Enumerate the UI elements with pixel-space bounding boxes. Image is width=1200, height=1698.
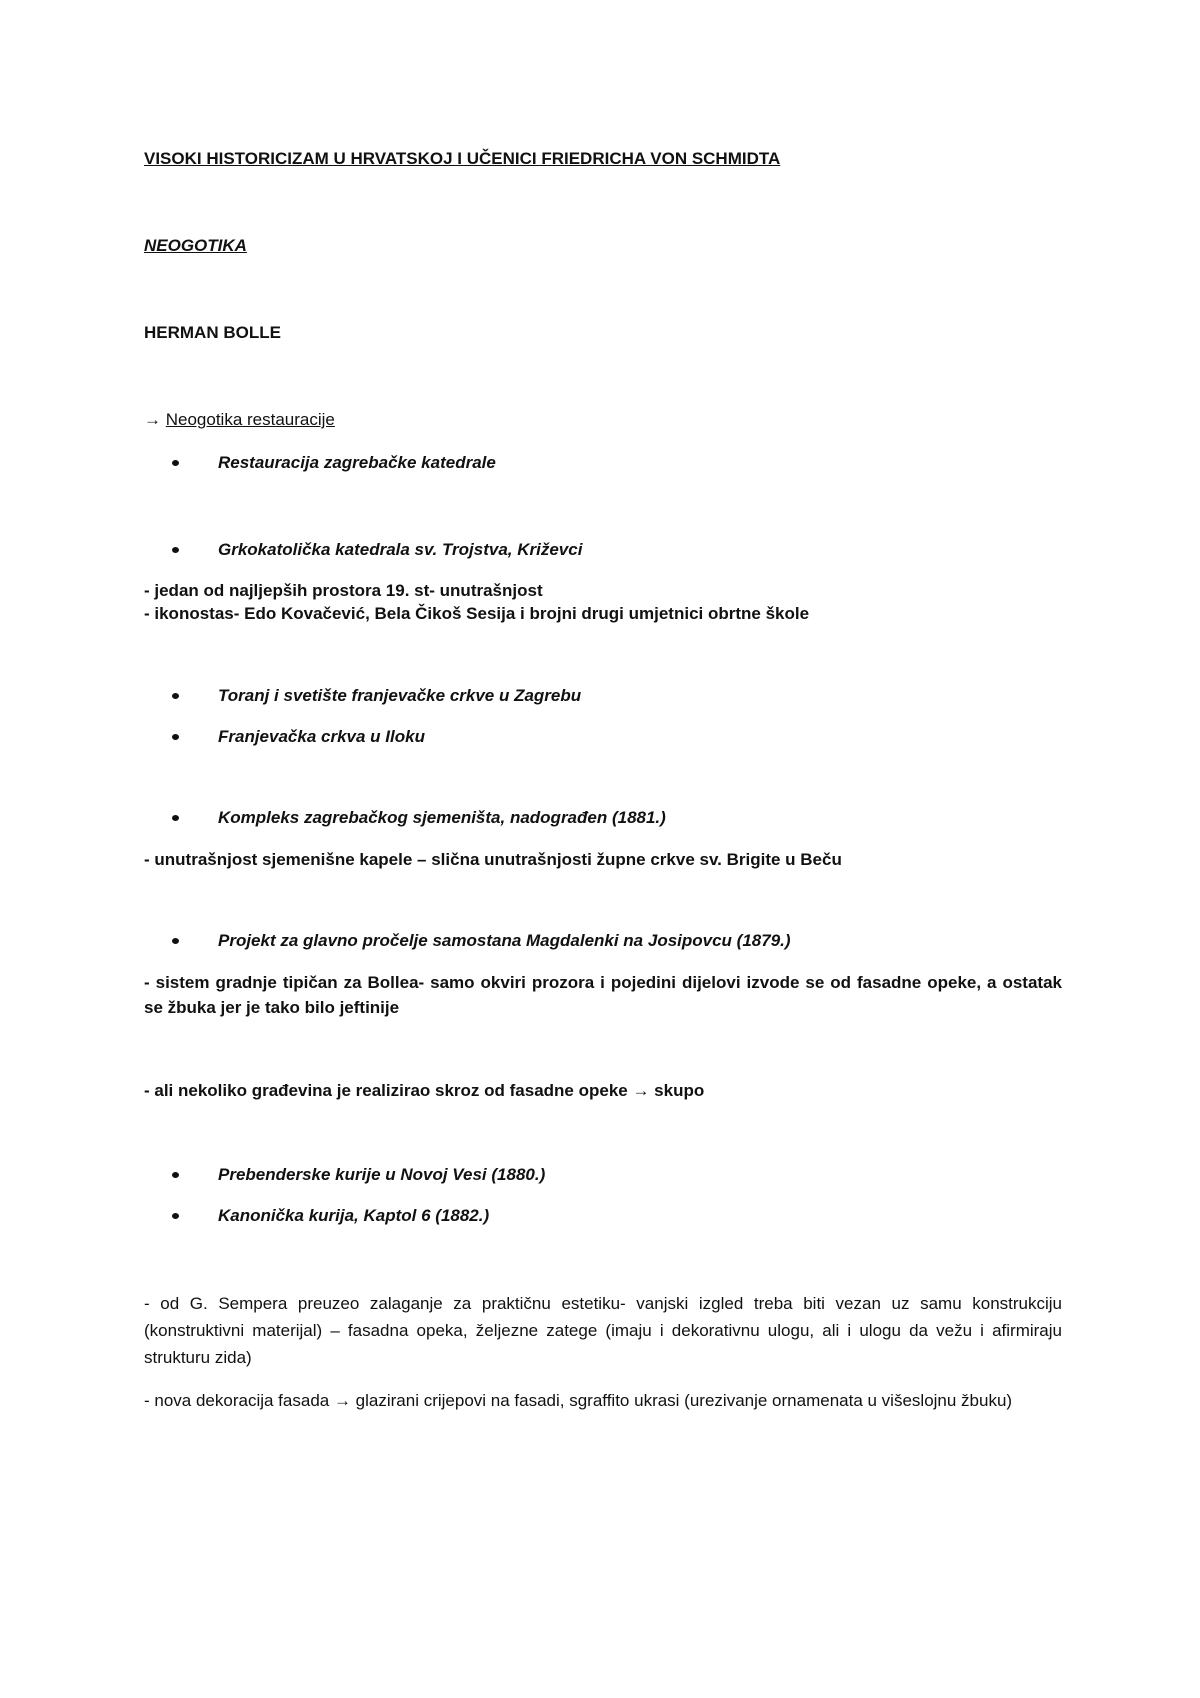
- list-item-text: Grkokatolička katedrala sv. Trojstva, Križevci: [218, 540, 583, 559]
- note-line: - ikonostas- Edo Kovačević, Bela Čikoš Sesija i brojni drugi umjetnici obrtne škole: [144, 604, 810, 623]
- list-item-text: Franjevačka crkva u Iloku: [218, 727, 425, 746]
- bullet-icon: [172, 938, 179, 944]
- note-paragraph: - sistem gradnje tipičan za Bollea- samo okviri prozora i pojedini dijelovi izvode se od fasadne opeke, a ostatak se žbuka jer je tako bilo jeftinije: [144, 973, 1062, 1017]
- bullet-icon: [172, 1213, 179, 1219]
- note-paragraph: - od G. Sempera preuzeo zalaganje za praktičnu estetiku- vanjski izgled treba biti vezan uz samu konstrukciju (konstruktivni materijal) – fasadna opeka, željezne zatege (imaju i dekorativnu ulogu, ali i ulogu da vežu i afirmiraju strukturu zida): [144, 1294, 1062, 1367]
- list-item-text: Kompleks zagrebačkog sjemeništa, nadograđen (1881.): [218, 808, 666, 827]
- bullet-icon: [172, 1172, 179, 1178]
- note-line: - ali nekoliko građevina je realizirao skroz od fasadne opeke → skupo: [144, 1081, 705, 1100]
- bullet-icon: [172, 547, 179, 553]
- bullet-icon: [172, 734, 179, 740]
- bullet-icon: [172, 815, 179, 821]
- subsection-label: Neogotika restauracije: [165, 410, 335, 429]
- bullet-icon: [172, 460, 179, 466]
- document-title: VISOKI HISTORICIZAM U HRVATSKOJ I UČENICI FRIEDRICHA VON SCHMIDTA: [144, 149, 781, 168]
- subsection-heading: [144, 409, 335, 431]
- list-item-text: Restauracija zagrebačke katedrale: [218, 453, 496, 472]
- list-item-text: Toranj i svetište franjevačke crkve u Zagrebu: [218, 686, 582, 705]
- arrow-icon: →: [144, 410, 161, 429]
- list-item-text: Projekt za glavno pročelje samostana Magdalenki na Josipovcu (1879.): [218, 931, 791, 950]
- note-paragraph: - nova dekoracija fasada → glazirani crijepovi na fasadi, sgraffito ukrasi (urezivanje ornamenata u višeslojnu žbuku): [144, 1391, 1013, 1410]
- list-item-text: Kanonička kurija, Kaptol 6 (1882.): [218, 1206, 490, 1225]
- note-line: - jedan od najljepših prostora 19. st- unutrašnjost: [144, 581, 543, 600]
- author-heading: HERMAN BOLLE: [144, 323, 281, 342]
- section-heading: NEOGOTIKA: [144, 236, 247, 255]
- list-item-text: Prebenderske kurije u Novoj Vesi (1880.): [218, 1165, 546, 1184]
- note-line: - unutrašnjost sjemenišne kapele – slična unutrašnjosti župne crkve sv. Brigite u Beču: [144, 850, 842, 869]
- bullet-icon: [172, 693, 179, 699]
